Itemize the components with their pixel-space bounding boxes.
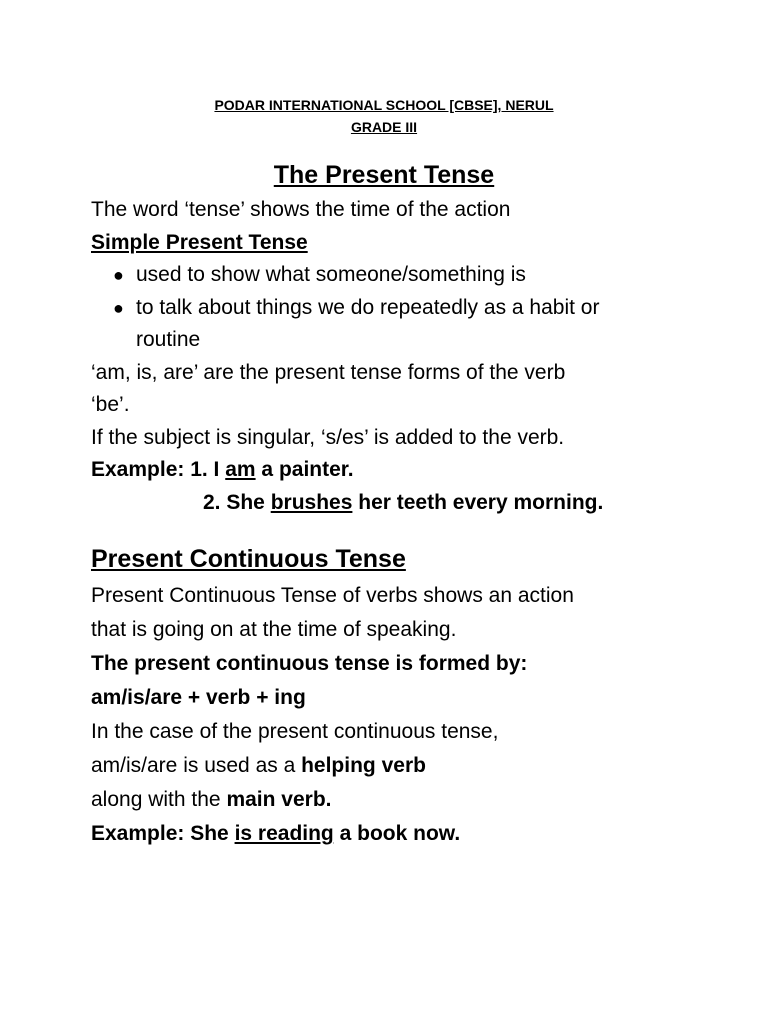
case-line3 bbox=[91, 783, 711, 817]
rule-text: If the subject is singular, ‘s/es’ is added to the verb. bbox=[91, 425, 565, 449]
continuous-example bbox=[91, 817, 711, 851]
example-label: Example: 1. I bbox=[91, 458, 226, 481]
example-line-1 bbox=[91, 454, 691, 487]
example2-verb: brushes bbox=[270, 490, 353, 514]
case-line2-pre: am/is/are is used as a bbox=[91, 754, 302, 777]
example2-pre: 2. She bbox=[203, 490, 271, 514]
forms-text-line2: ‘be’. bbox=[91, 393, 130, 416]
present-continuous-section bbox=[91, 579, 711, 851]
list-item bbox=[91, 259, 691, 292]
main-verb-text: main verb. bbox=[226, 788, 332, 811]
continuous-desc-line1: Present Continuous Tense of verbs shows an action bbox=[91, 584, 574, 607]
bullet-icon: ● bbox=[113, 297, 124, 318]
case-line2 bbox=[91, 749, 711, 783]
school-name: PODAR INTERNATIONAL SCHOOL [CBSE], NERUL bbox=[214, 97, 554, 113]
intro-text: The word ‘tense’ shows the time of the action bbox=[91, 198, 511, 221]
formed-by-text: The present continuous tense is formed by: bbox=[91, 652, 528, 675]
present-continuous-heading: Present Continuous Tense bbox=[91, 545, 406, 573]
grade-label: GRADE III bbox=[350, 119, 418, 135]
list-item-continuation bbox=[91, 324, 691, 357]
continuous-example-verb: is reading bbox=[234, 822, 334, 845]
helping-verb-text: helping verb bbox=[301, 754, 426, 777]
continuous-example-rest: a book now. bbox=[333, 822, 461, 845]
simple-present-bullets bbox=[91, 259, 691, 357]
case-line3-pre: along with the bbox=[91, 788, 227, 811]
case-line1: In the case of the present continuous tense, bbox=[91, 720, 499, 743]
continuous-desc-line2: that is going on at the time of speaking. bbox=[91, 618, 457, 641]
document-header bbox=[0, 94, 768, 138]
bullet-text: to talk about things we do repeatedly as a habit or bbox=[136, 295, 600, 319]
example-line-2 bbox=[91, 487, 691, 520]
simple-present-section bbox=[91, 194, 691, 519]
bullet-text: routine bbox=[136, 328, 201, 351]
continuous-example-pre: Example: She bbox=[91, 822, 235, 845]
example2-rest: her teeth every morning. bbox=[352, 490, 604, 514]
simple-present-heading: Simple Present Tense bbox=[91, 230, 308, 254]
list-item bbox=[91, 292, 691, 325]
example1-verb: am bbox=[225, 458, 256, 481]
bullet-text: used to show what someone/something is bbox=[136, 263, 526, 286]
formula-text: am/is/are + verb + ing bbox=[91, 686, 306, 709]
bullet-icon: ● bbox=[113, 265, 124, 285]
forms-text-line1: ‘am, is, are’ are the present tense forms of the verb bbox=[91, 360, 566, 384]
example1-rest: a painter. bbox=[255, 458, 354, 481]
page-title: The Present Tense bbox=[273, 161, 495, 189]
